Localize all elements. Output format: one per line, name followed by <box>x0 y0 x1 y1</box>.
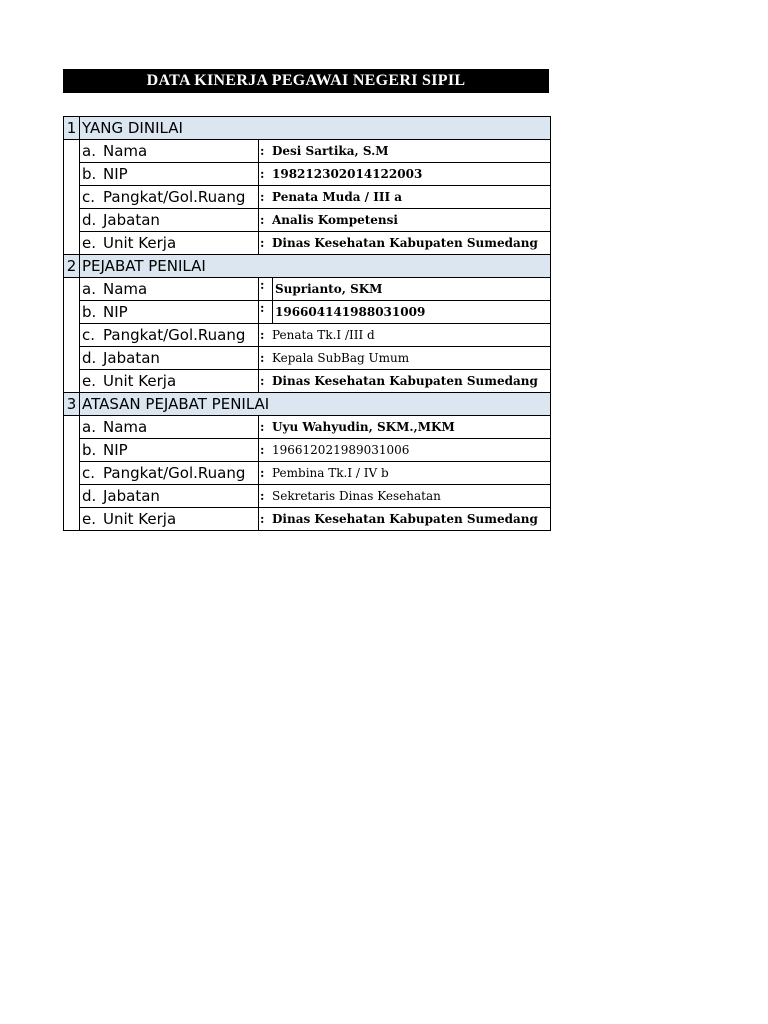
table-row <box>64 508 551 531</box>
field-value-text: Penata Tk.I /III d <box>272 328 375 342</box>
field-value-text: Dinas Kesehatan Kabupaten Sumedang <box>272 236 538 250</box>
table-row <box>64 232 551 255</box>
field-letter: c. <box>82 188 96 206</box>
field-label <box>80 209 259 232</box>
field-letter: e. <box>82 372 96 390</box>
field-label <box>80 324 259 347</box>
field-value-text: Dinas Kesehatan Kabupaten Sumedang <box>272 374 538 388</box>
field-label <box>80 232 259 255</box>
field-value-text: 196612021989031006 <box>272 443 410 457</box>
section-number: 2 <box>64 255 80 278</box>
field-value <box>259 140 551 163</box>
field-label-text: Jabatan <box>103 349 160 367</box>
field-value <box>259 462 551 485</box>
field-label <box>80 485 259 508</box>
field-value <box>259 163 551 186</box>
field-letter: b. <box>82 165 97 183</box>
colon-separator: : <box>260 301 265 315</box>
field-label <box>80 278 259 301</box>
colon-separator: : <box>260 190 265 204</box>
field-label-text: Nama <box>103 418 148 436</box>
field-value <box>259 324 551 347</box>
field-label-text: Pangkat/Gol.Ruang <box>103 188 246 206</box>
field-label-text: Nama <box>103 280 148 298</box>
colon-separator: : <box>260 328 265 342</box>
table-row <box>64 301 551 324</box>
section-header-yang-dinilai <box>64 117 551 140</box>
colon-separator: : <box>260 420 265 434</box>
section-header-pejabat-penilai <box>64 255 551 278</box>
field-value-text: Analis Kompetensi <box>272 213 398 227</box>
field-label <box>80 301 259 324</box>
colon-separator: : <box>260 512 265 526</box>
field-label-text: Pangkat/Gol.Ruang <box>103 464 246 482</box>
field-label-text: NIP <box>103 441 128 459</box>
field-letter: e. <box>82 510 96 528</box>
table-row <box>64 209 551 232</box>
section-title: PEJABAT PENILAI <box>80 255 551 278</box>
field-value <box>259 209 551 232</box>
field-value-text: Pembina Tk.I / IV b <box>272 466 389 480</box>
field-value-text: Penata Muda / III a <box>272 190 403 204</box>
table-row <box>64 416 551 439</box>
field-value <box>259 485 551 508</box>
field-value-text: Uyu Wahyudin, SKM.,MKM <box>272 420 455 434</box>
colon-separator: : <box>260 167 265 181</box>
table-row <box>64 186 551 209</box>
field-label-text: Nama <box>103 142 148 160</box>
field-value-text: 196604141988031009 <box>272 301 425 323</box>
field-letter: a. <box>82 142 96 160</box>
field-label-text: Unit Kerja <box>103 372 177 390</box>
field-letter: a. <box>82 280 96 298</box>
field-label-text: NIP <box>103 303 128 321</box>
colon-separator: : <box>260 278 265 292</box>
field-letter: c. <box>82 326 96 344</box>
field-label-text: Pangkat/Gol.Ruang <box>103 326 246 344</box>
page-title: DATA KINERJA PEGAWAI NEGERI SIPIL <box>63 69 549 93</box>
section-number: 3 <box>64 393 80 416</box>
field-value <box>259 416 551 439</box>
field-value <box>259 347 551 370</box>
field-label-text: Unit Kerja <box>103 234 177 252</box>
field-label-text: NIP <box>103 165 128 183</box>
table-row <box>64 439 551 462</box>
field-letter: d. <box>82 349 97 367</box>
table-row <box>64 370 551 393</box>
field-label <box>80 370 259 393</box>
field-letter: e. <box>82 234 96 252</box>
colon-separator: : <box>260 144 265 158</box>
table-row <box>64 485 551 508</box>
field-label <box>80 140 259 163</box>
field-label <box>80 508 259 531</box>
field-value <box>259 232 551 255</box>
field-label <box>80 462 259 485</box>
field-label-text: Unit Kerja <box>103 510 177 528</box>
colon-separator: : <box>260 466 265 480</box>
colon-separator: : <box>260 213 265 227</box>
field-label <box>80 439 259 462</box>
field-letter: b. <box>82 441 97 459</box>
section-title: YANG DINILAI <box>80 117 551 140</box>
employee-data-table <box>63 116 551 531</box>
field-value <box>259 370 551 393</box>
table-row <box>64 140 551 163</box>
field-letter: a. <box>82 418 96 436</box>
table-row <box>64 163 551 186</box>
field-value-text: Kepala SubBag Umum <box>272 351 410 365</box>
field-value-text: Desi Sartika, S.M <box>272 144 389 158</box>
field-label-text: Jabatan <box>103 487 160 505</box>
field-letter: d. <box>82 487 97 505</box>
field-value-text: 198212302014122003 <box>272 167 423 181</box>
field-value <box>259 186 551 209</box>
table-row <box>64 347 551 370</box>
field-value <box>259 439 551 462</box>
colon-separator: : <box>260 374 265 388</box>
colon-separator: : <box>260 443 265 457</box>
table-row <box>64 324 551 347</box>
section-number: 1 <box>64 117 80 140</box>
table-row <box>64 278 551 301</box>
field-label <box>80 186 259 209</box>
colon-separator: : <box>260 489 265 503</box>
field-label <box>80 416 259 439</box>
field-label-text: Jabatan <box>103 211 160 229</box>
table-row <box>64 462 551 485</box>
field-value-text: Dinas Kesehatan Kabupaten Sumedang <box>272 512 538 526</box>
section-title: ATASAN PEJABAT PENILAI <box>80 393 551 416</box>
section-header-atasan-pejabat-penilai <box>64 393 551 416</box>
field-label <box>80 163 259 186</box>
field-value <box>259 301 551 324</box>
field-value-text: Sekretaris Dinas Kesehatan <box>272 489 441 503</box>
colon-separator: : <box>260 236 265 250</box>
field-letter: d. <box>82 211 97 229</box>
field-value <box>259 508 551 531</box>
field-value <box>259 278 551 301</box>
field-letter: b. <box>82 303 97 321</box>
field-value-text: Suprianto, SKM <box>272 278 382 300</box>
colon-separator: : <box>260 351 265 365</box>
field-letter: c. <box>82 464 96 482</box>
field-label <box>80 347 259 370</box>
